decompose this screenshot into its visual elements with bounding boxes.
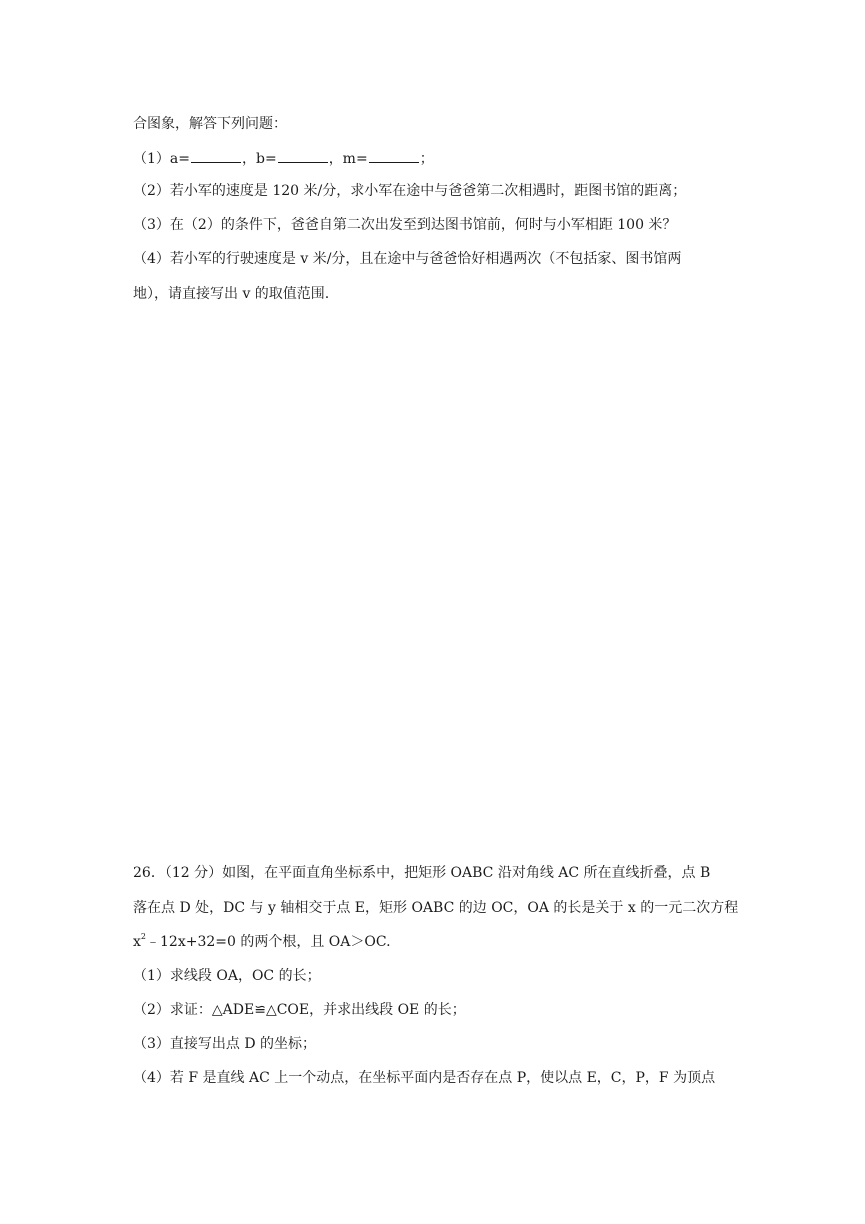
problem-26-line-1: 26．（12 分）如图，在平面直角坐标系中，把矩形 OABC 沿对角线 AC 所在直线折叠，点 B xyxy=(133,865,711,881)
q1-end: ； xyxy=(419,151,434,167)
problem-26-question-1: （1）求线段 OA，OC 的长； xyxy=(133,968,321,984)
problem-26-equation-line xyxy=(133,933,391,951)
question-1-line xyxy=(133,148,434,168)
q1-b-label: ，b= xyxy=(241,151,277,167)
question-3-text: （3）在（2）的条件下，爸爸自第二次出发至到达图书馆前，何时与小军相距 100 米？ xyxy=(133,217,677,233)
q1-prefix: （1）a= xyxy=(133,151,190,167)
answer-blank-m xyxy=(369,148,419,163)
question-4-line-1: （4）若小军的行驶速度是 v 米/分，且在途中与爸爸恰好相遇两次（不包括家、图书馆两 xyxy=(133,251,682,267)
equation-exponent: 2 xyxy=(140,932,146,941)
problem-26-question-4: （4）若 F 是直线 AC 上一个动点，在坐标平面内是否存在点 P，使以点 E，C，P，F 为顶点 xyxy=(133,1070,716,1086)
equation-rest: ﹣12x+32=0 的两个根，且 OA＞OC. xyxy=(146,934,391,950)
intro-text: 合图象，解答下列问题： xyxy=(133,116,287,132)
answer-blank-a xyxy=(191,148,241,163)
problem-26-question-3: （3）直接写出点 D 的坐标； xyxy=(133,1036,317,1052)
q1-m-label: ，m= xyxy=(328,151,368,167)
problem-26-line-2: 落在点 D 处，DC 与 y 轴相交于点 E，矩形 OABC 的边 OC，OA 的长是关于 x 的一元二次方程 xyxy=(133,900,739,916)
question-2-text: （2）若小军的速度是 120 米/分，求小军在途中与爸爸第二次相遇时，距图书馆的距离； xyxy=(133,183,687,199)
answer-blank-b xyxy=(278,148,328,163)
question-4-line-2: 地），请直接写出 v 的取值范围. xyxy=(133,286,330,302)
problem-26-question-2: （2）求证：△ADE≌△COE，并求出线段 OE 的长； xyxy=(133,1002,466,1018)
equation-base: x xyxy=(133,934,141,950)
